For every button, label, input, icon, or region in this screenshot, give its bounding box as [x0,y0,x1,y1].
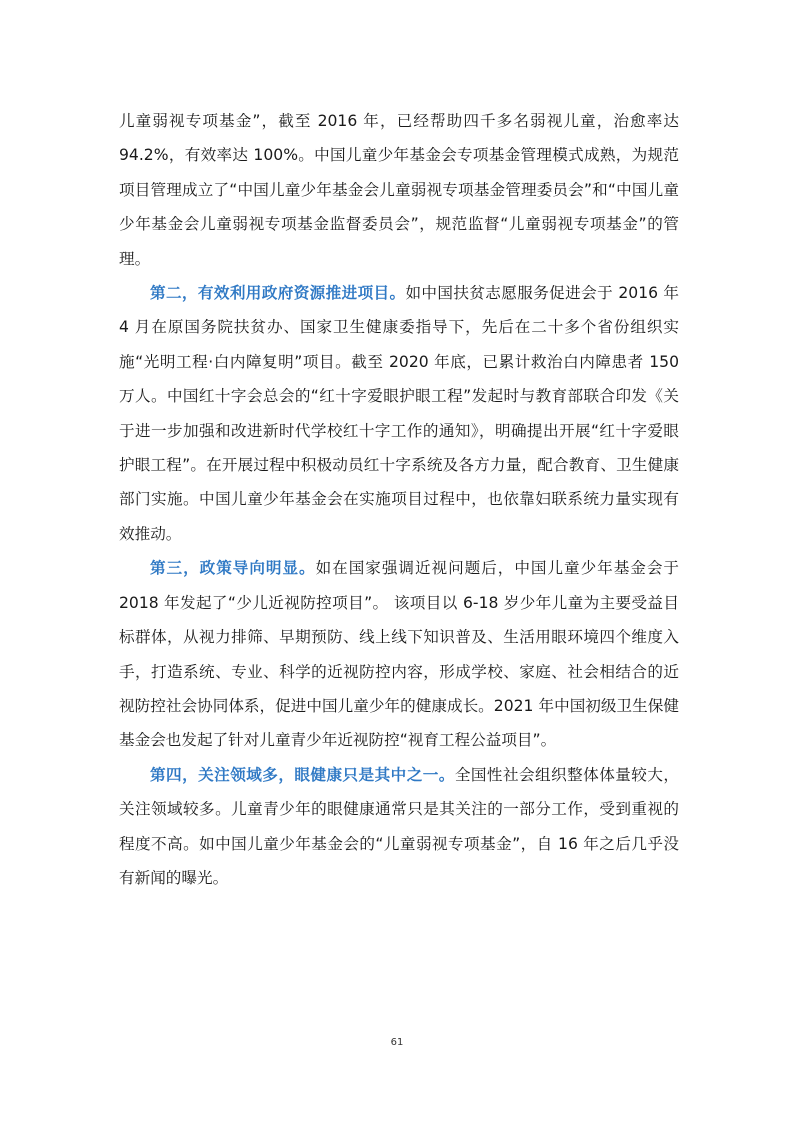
paragraph-text: 如中国扶贫志愿服务促进会于 2016 年 4 月在原国务院扶贫办、国家卫生健康委指导下，先后在二十多个省份组织实施“光明工程·白内障复明”项目。截至 2020 年底，已累计救治白内障患者 150 万人。中国红十字会总会的“红十字爱眼护眼工程”发起时与教育部联合印发《关于进一步加强和改进新时代学校红十字工作的通知》，明确提出开展“红十字爱眼护眼工程”。在开展过程中积极动员红十字系统及各方力量，配合教育、卫生健康部门实施。中国儿童少年基金会在实施项目过程中，也依靠妇联系统力量实现有效推动。 [119,284,679,543]
paragraph-point-three [119,551,679,757]
paragraph-text: 全国性社会组织整体体量较大，关注领域较多。儿童青少年的眼健康通常只是其关注的一部分工作，受到重视的程度不高。如中国儿童少年基金会的“儿童弱视专项基金”，自 16 年之后几乎没有新闻的曝光。 [119,765,679,887]
section-heading: 第四，关注领域多，眼健康只是其中之一。 [150,765,455,784]
paragraph-text: 儿童弱视专项基金”，截至 2016 年，已经帮助四千多名弱视儿童，治愈率达 94.2%，有效率达 100%。中国儿童少年基金会专项基金管理模式成熟，为规范项目管理成立了“中国儿童少年基金会儿童弱视专项基金管理委员会”和“中国儿童少年基金会儿童弱视专项基金监督委员会”，规范监督“儿童弱视专项基金”的管理。 [119,112,679,268]
page-number: 61 [390,1037,404,1048]
paragraph-text: 如在国家强调近视问题后，中国儿童少年基金会于 2018 年发起了“少儿近视防控项目”。 该项目以 6-18 岁少年儿童为主要受益目标群体，从视力排筛、早期预防、线上线下知识普及、生活用眼环境四个维度入手，打造系统、专业、科学的近视防控内容，形成学校、家庭、社会相结合的近视防控社会协同体系，促进中国儿童少年的健康成长。2021 年中国初级卫生保健基金会也发起了针对儿童青少年近视防控“视育工程公益项目”。 [119,559,679,750]
section-heading: 第二，有效利用政府资源推进项目。 [150,284,406,303]
section-heading: 第三，政策导向明显。 [150,559,316,578]
document-body [119,104,679,895]
paragraph-point-four [119,758,679,896]
paragraph-continuation [119,104,679,276]
paragraph-point-two [119,276,679,551]
